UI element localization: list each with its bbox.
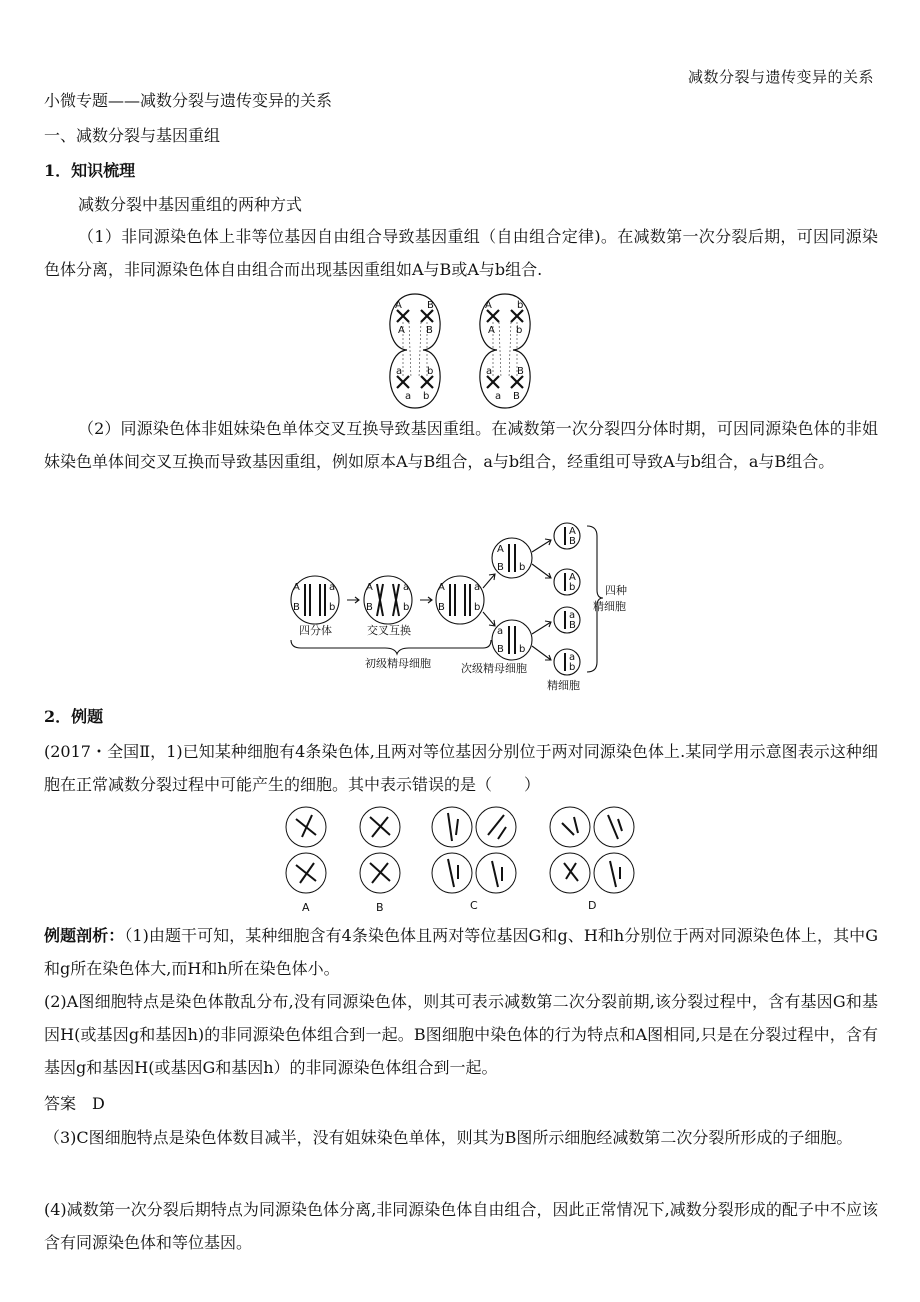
svg-text:B: B <box>293 602 300 613</box>
analysis-4: (4)减数第一次分裂后期特点为同源染色体分离,非同源染色体自由组合，因此正常情况下,减数分裂形成的配子中不应该含有同源染色体和等位基因。 <box>44 1200 878 1252</box>
svg-text:B: B <box>366 602 373 613</box>
caption-sperm: 精细胞 <box>547 679 580 692</box>
svg-text:A: A <box>438 582 445 593</box>
svg-text:B: B <box>497 644 504 655</box>
running-header: 减数分裂与遗传变异的关系 <box>687 68 874 86</box>
caption-secondary: 次级精母细胞 <box>461 662 527 675</box>
svg-text:B: B <box>517 366 524 377</box>
svg-text:a: a <box>474 582 481 593</box>
svg-text:B: B <box>569 620 576 631</box>
analysis-1: 例题剖析：（1)由题干可知，某种细胞含有4条染色体且两对等位基因G和g、H和h分别位于两对同源染色体上，其中G和g所在染色体大,而H和h所在染色体小。 <box>44 926 878 978</box>
svg-text:b: b <box>329 602 336 613</box>
caption-crossover: 交叉互换 <box>367 624 411 637</box>
figure-anaphase-cells <box>375 292 555 410</box>
paragraph-1: （1）非同源染色体上非等位基因自由组合导致基因重组（自由组合定律)。在减数第一次分裂后期，可因同源染色体分离，非同源染色体自由组合而出现基因重组如A与B或A与b组合. <box>44 227 878 279</box>
subheading-knowledge: 1．知识梳理 <box>44 161 136 180</box>
svg-text:A: A <box>569 526 576 537</box>
svg-text:a: a <box>569 652 576 663</box>
analysis-label: 例题剖析： <box>44 926 125 945</box>
svg-text:a: a <box>403 582 410 593</box>
svg-text:a: a <box>396 366 403 377</box>
subheading-example: 2．例题 <box>44 707 104 726</box>
svg-text:B: B <box>426 325 433 336</box>
caption-sperm-cells: 精细胞 <box>593 600 626 613</box>
svg-text:a: a <box>497 626 504 637</box>
svg-text:a: a <box>569 610 576 621</box>
svg-text:b: b <box>423 391 430 402</box>
svg-text:b: b <box>569 662 576 673</box>
svg-text:a: a <box>495 391 502 402</box>
svg-text:A: A <box>293 582 300 593</box>
question-text: (2017・全国Ⅱ，1)已知某种细胞有4条染色体,且两对等位基因分别位于两对同源染色体上.某同学用示意图表示这种细胞在正常减数分裂过程中可能产生的细胞。其中表示错误的是（ ） <box>44 742 878 794</box>
svg-text:b: b <box>519 644 526 655</box>
svg-text:B: B <box>513 391 520 402</box>
svg-text:A: A <box>366 582 373 593</box>
svg-text:a: a <box>405 391 412 402</box>
svg-text:A: A <box>569 572 576 583</box>
page-title: 小微专题——减数分裂与遗传变异的关系 <box>44 91 333 110</box>
svg-text:A: A <box>395 300 402 311</box>
figure-options <box>282 805 642 917</box>
svg-text:A: A <box>497 544 504 555</box>
option-c-label: C <box>470 899 478 912</box>
caption-primary: 初级精母细胞 <box>365 657 431 670</box>
option-a-label: A <box>302 901 310 914</box>
svg-text:A: A <box>485 300 492 311</box>
intro-text: 减数分裂中基因重组的两种方式 <box>78 195 303 214</box>
caption-tetrad: 四分体 <box>299 624 332 637</box>
option-b-label: B <box>376 901 384 914</box>
analysis-3: （3)C图细胞特点是染色体数目减半，没有姐妹染色单体，则其为B图所示细胞经减数第二次分裂所形成的子细胞。 <box>44 1128 853 1147</box>
svg-text:b: b <box>516 325 523 336</box>
analysis-2: (2)A图细胞特点是染色体散乱分布,没有同源染色体，则其可表示减数第二次分裂前期,该分裂过程中，含有基因G和基因H(或基因g和基因h)的非同源染色体组合到一起。B图细胞中染色体的行为特点和A图相同,只是在分裂过程中，含有基因g和基因H(或基因G和基因h）的非同源染色体组合到一起。 <box>44 992 878 1077</box>
svg-text:b: b <box>403 602 410 613</box>
svg-text:b: b <box>519 562 526 573</box>
svg-text:b: b <box>474 602 481 613</box>
svg-text:b: b <box>427 366 434 377</box>
svg-text:B: B <box>569 536 576 547</box>
svg-text:B: B <box>438 602 445 613</box>
svg-text:B: B <box>497 562 504 573</box>
svg-text:b: b <box>569 582 576 593</box>
caption-four-kinds: 四种 <box>605 584 627 597</box>
paragraph-2: （2）同源染色体非姐妹染色单体交叉互换导致基因重组。在减数第一次分裂四分体时期，可因同源染色体的非姐妹染色单体间交叉互换而导致基因重组，例如原本A与B组合，a与b组合，经重组可导致A与b组合，a与B组合。 <box>44 419 878 471</box>
section-heading-1: 一、减数分裂与基因重组 <box>44 126 221 145</box>
option-d-label: D <box>588 899 597 912</box>
svg-text:A: A <box>488 325 495 336</box>
svg-text:a: a <box>329 582 336 593</box>
svg-text:A: A <box>398 325 405 336</box>
figure-crossover-flow <box>285 522 645 694</box>
svg-text:a: a <box>486 366 493 377</box>
svg-text:B: B <box>427 300 434 311</box>
svg-text:b: b <box>517 300 524 311</box>
answer-line: 答案 D <box>44 1094 105 1113</box>
